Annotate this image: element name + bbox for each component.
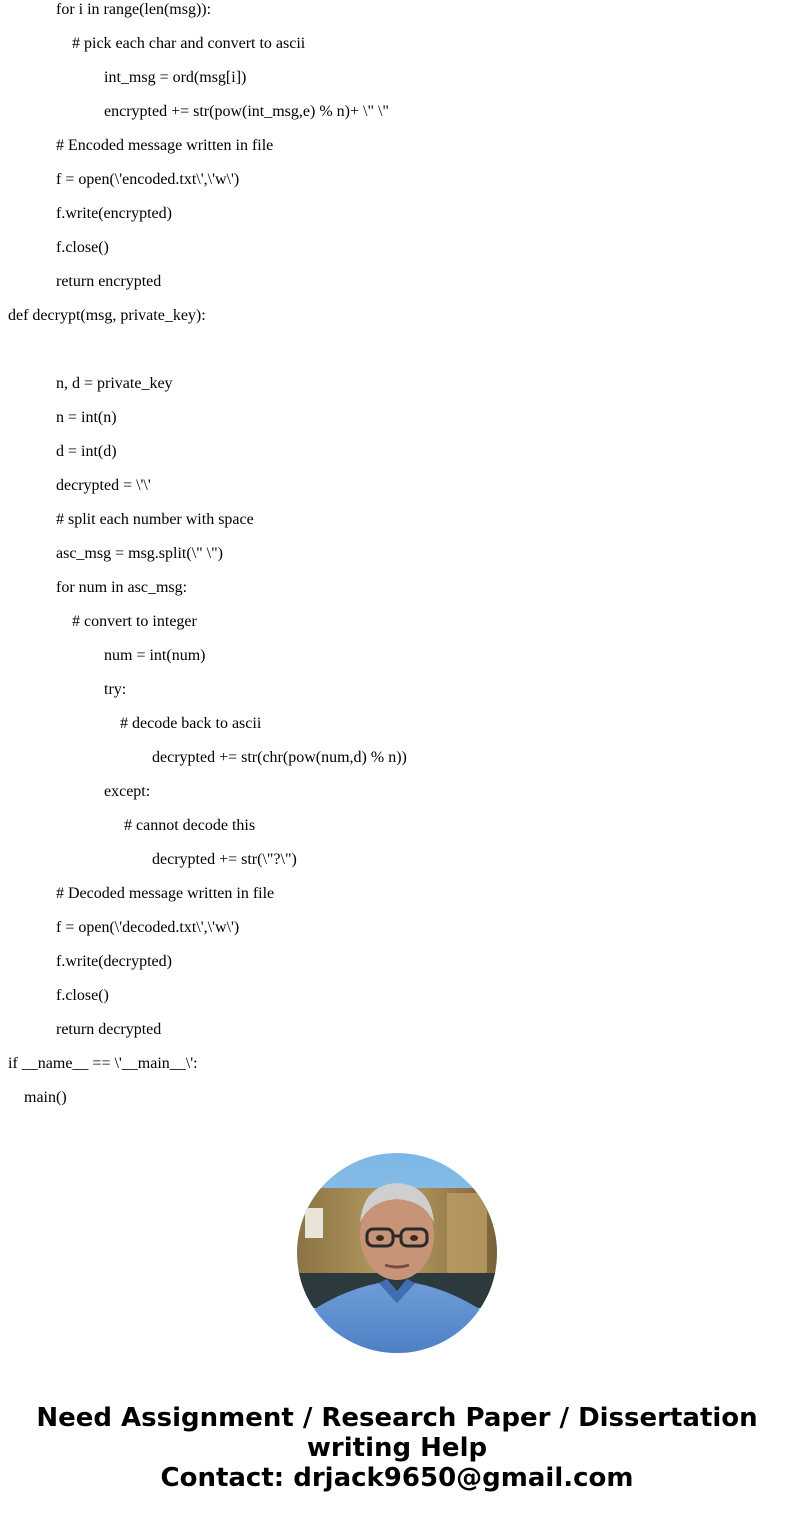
code-line: try:	[104, 681, 127, 698]
code-line: f = open(\'encoded.txt\',\'w\')	[56, 171, 240, 188]
author-avatar	[297, 1153, 497, 1353]
code-line: f.close()	[56, 987, 109, 1004]
code-line: decrypted = \'\'	[56, 477, 151, 494]
code-line: f.write(decrypted)	[56, 953, 172, 970]
code-line: return encrypted	[56, 273, 162, 290]
code-line: if __name__ == \'__main__\':	[8, 1055, 198, 1072]
code-line: decrypted += str(chr(pow(num,d) % n))	[152, 749, 407, 766]
code-line: encrypted += str(pow(int_msg,e) % n)+ \" \"	[104, 103, 389, 120]
code-line: for i in range(len(msg)):	[56, 1, 212, 18]
code-line: # pick each char and convert to ascii	[72, 35, 306, 52]
code-line: int_msg = ord(msg[i])	[104, 69, 247, 86]
banner-line-2: writing Help	[306, 1433, 488, 1463]
code-line: n = int(n)	[56, 409, 117, 426]
code-line: def decrypt(msg, private_key):	[8, 307, 206, 324]
code-line: main()	[24, 1089, 67, 1106]
banner-line-1: Need Assignment / Research Paper / Dissertation	[36, 1403, 758, 1433]
person-photo-icon	[297, 1153, 497, 1353]
code-line: # cannot decode this	[124, 817, 256, 834]
code-line: # convert to integer	[72, 613, 197, 630]
code-line: n, d = private_key	[56, 375, 173, 392]
code-line: return decrypted	[56, 1021, 162, 1038]
code-line: except:	[104, 783, 151, 800]
contact-banner	[0, 1403, 794, 1493]
code-line: f = open(\'decoded.txt\',\'w\')	[56, 919, 240, 936]
code-line: # Encoded message written in file	[56, 137, 274, 154]
code-line: # Decoded message written in file	[56, 885, 275, 902]
code-line: f.write(encrypted)	[56, 205, 172, 222]
code-line: f.close()	[56, 239, 109, 256]
code-line: for num in asc_msg:	[56, 579, 188, 596]
code-line: # decode back to ascii	[120, 715, 262, 732]
contact-email[interactable]: Contact: drjack9650@gmail.com	[160, 1463, 634, 1493]
code-line: # split each number with space	[56, 511, 254, 528]
code-line: num = int(num)	[104, 647, 206, 664]
code-line: decrypted += str(\"?\")	[152, 851, 297, 868]
code-line: d = int(d)	[56, 443, 117, 460]
code-line: asc_msg = msg.split(\" \")	[56, 545, 223, 562]
